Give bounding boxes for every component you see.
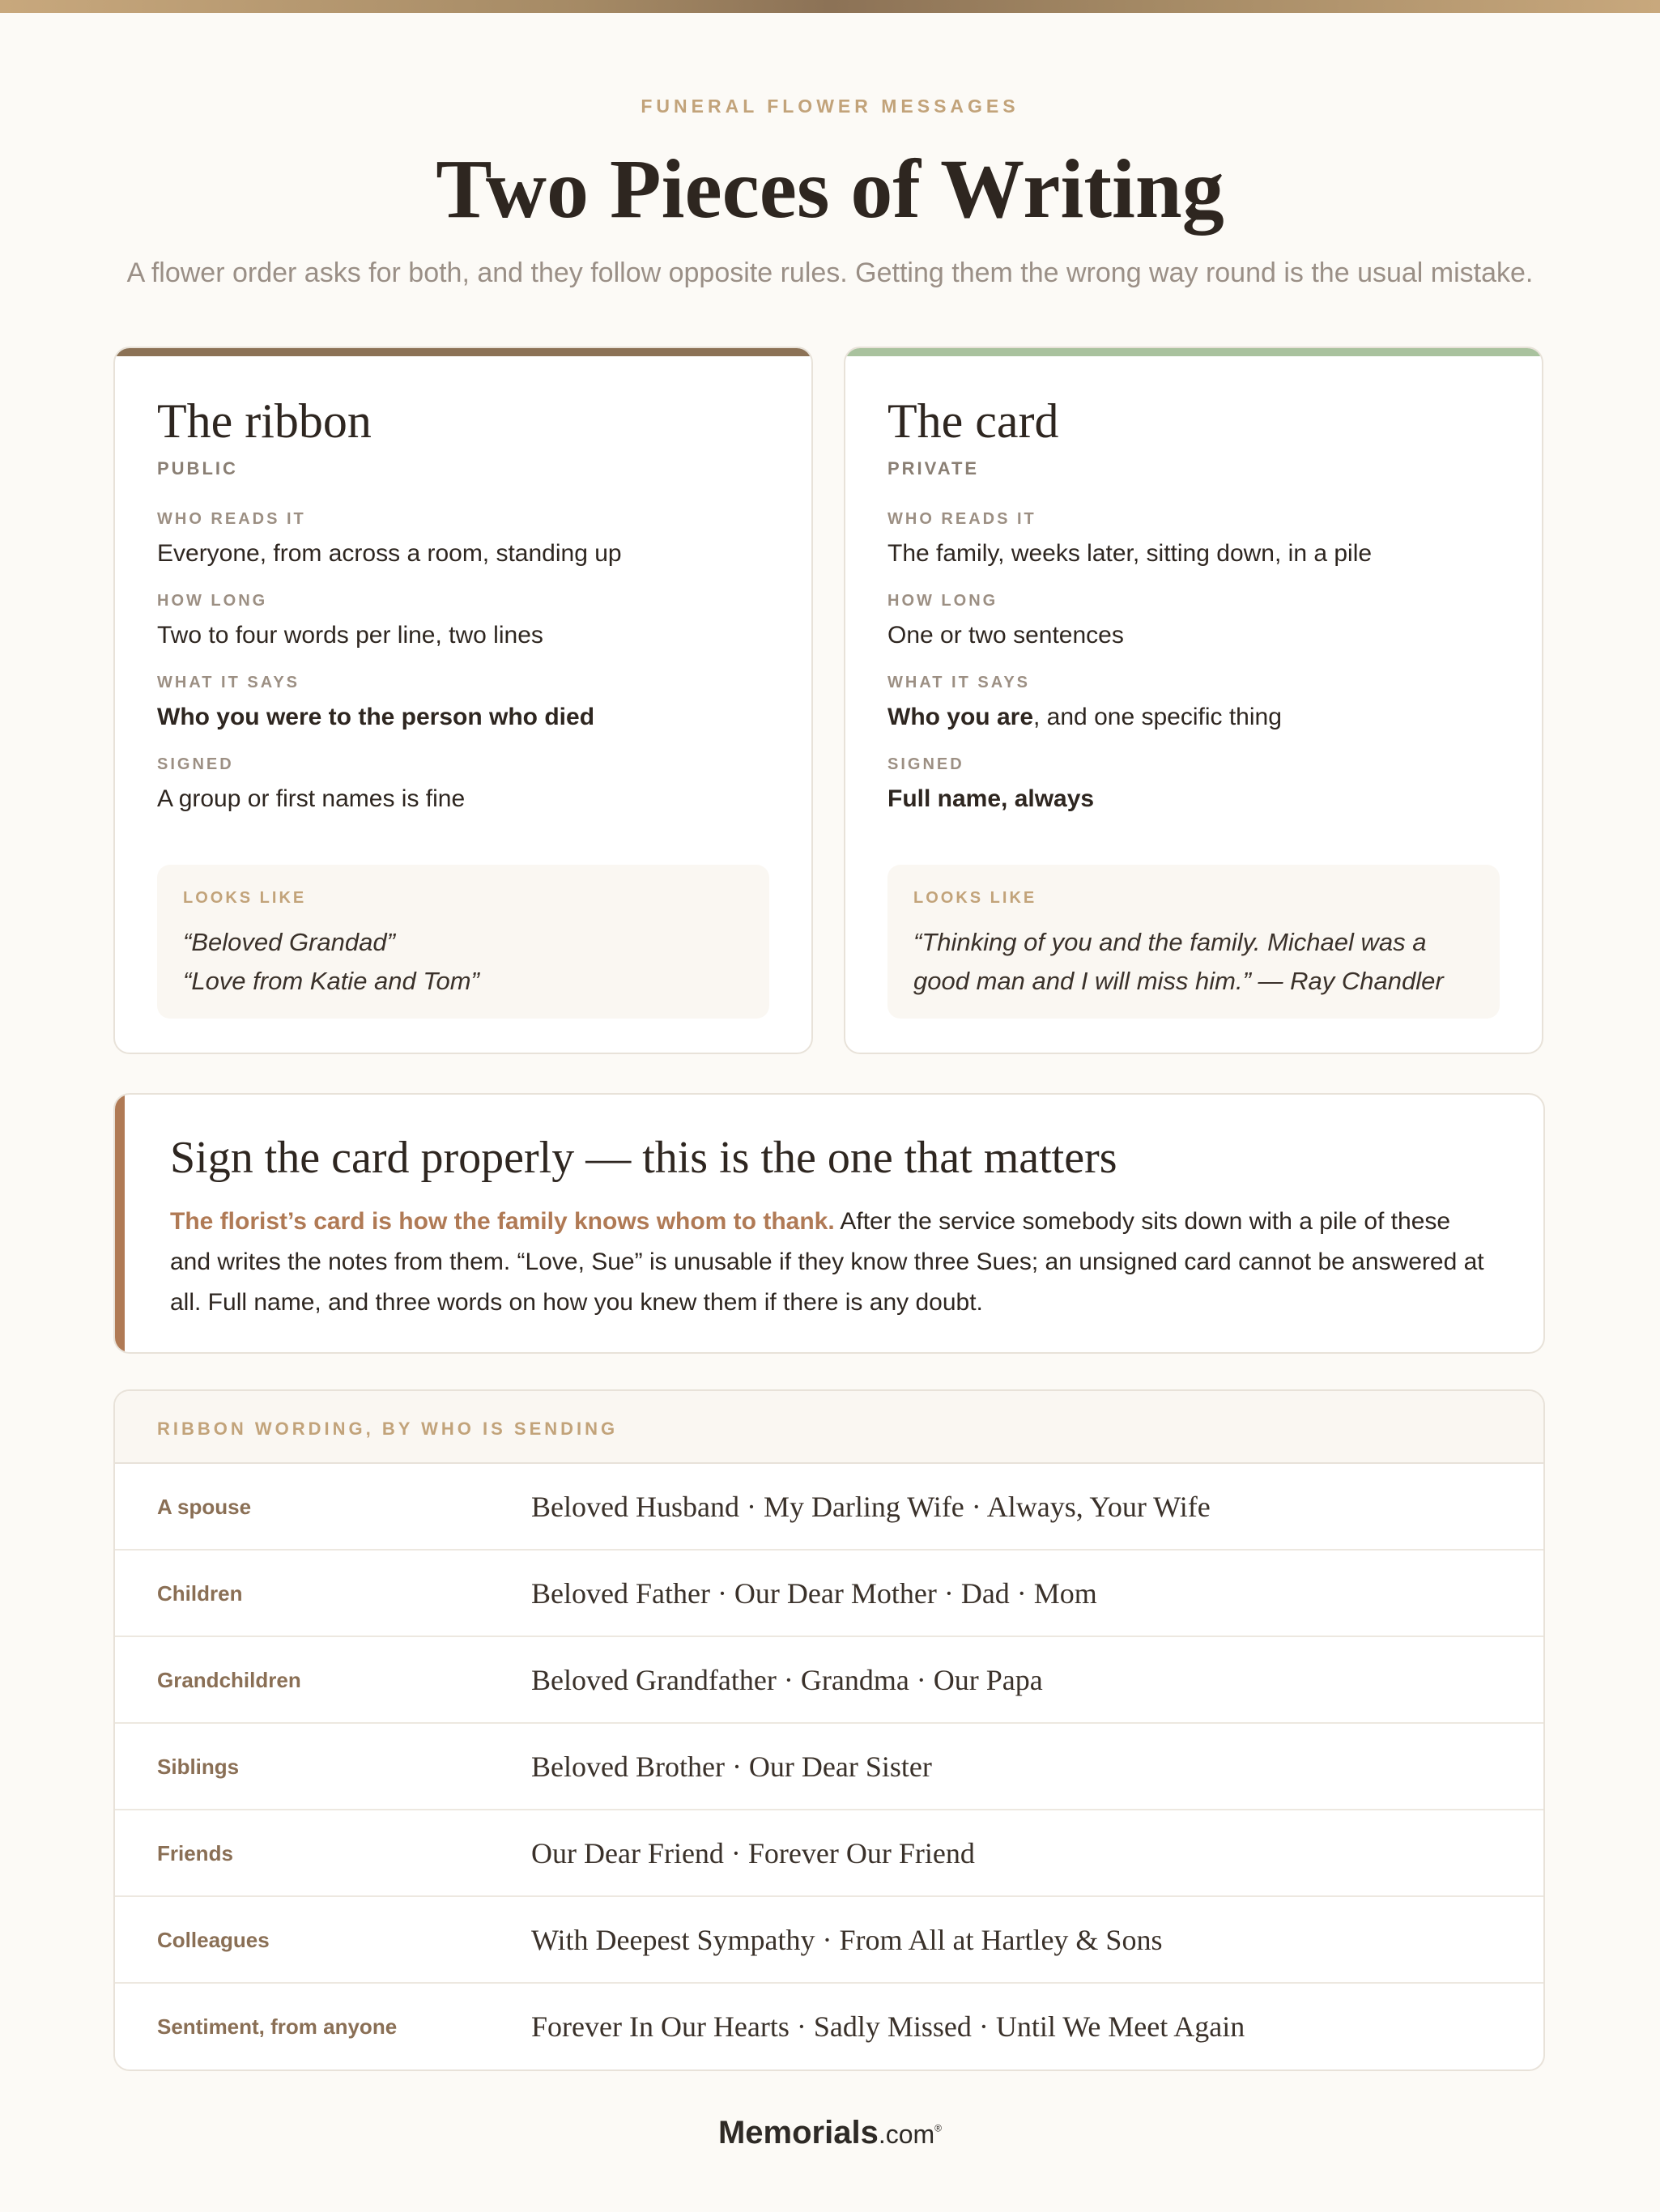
- card-example-label: LOOKS LIKE: [913, 889, 1037, 907]
- ribbon-what-label: WHAT IT SAYS: [157, 674, 300, 691]
- page-title: Two Pieces of Writing: [436, 143, 1224, 236]
- row-sender: A spouse: [157, 1495, 252, 1519]
- ribbon-signed-value: A group or first names is fine: [157, 785, 466, 812]
- card-how-value: One or two sentences: [887, 622, 1124, 649]
- table-row: [115, 1724, 1543, 1810]
- row-sender: Siblings: [157, 1755, 240, 1779]
- table-row: [115, 1810, 1543, 1897]
- row-wording: Forever In Our Hearts · Sadly Missed · Until We Meet Again: [531, 2010, 1245, 2043]
- card-how-label: HOW LONG: [887, 592, 998, 610]
- logo-main: Memorials: [717, 2115, 879, 2150]
- card-tag: PRIVATE: [887, 458, 980, 479]
- page-subtitle: A flower order asks for both, and they follow opposite rules. Getting them the wrong way round is the usual mistake.: [126, 257, 1534, 288]
- row-wording: Beloved Brother · Our Dear Sister: [531, 1750, 932, 1783]
- ribbon-signed-label: SIGNED: [157, 755, 234, 773]
- ribbon-wording-table: [113, 1389, 1545, 2071]
- row-wording: Beloved Husband · My Darling Wife · Always, Your Wife: [531, 1491, 1211, 1523]
- sign-card-callout: [113, 1093, 1545, 1354]
- card-title: The card: [887, 394, 1059, 448]
- memorials-logo[interactable]: [0, 2115, 1660, 2151]
- ribbon-example-label: LOOKS LIKE: [183, 889, 307, 907]
- callout-title: Sign the card properly — this is the one that matters: [170, 1133, 1117, 1183]
- wording-table-heading: RIBBON WORDING, BY WHO IS SENDING: [157, 1419, 619, 1439]
- ribbon-example-line-1: “Beloved Grandad”: [183, 928, 395, 956]
- table-row: [115, 1637, 1543, 1724]
- callout-accent-bar: [115, 1095, 125, 1352]
- card-example-text: “Thinking of you and the family. Michael was a good man and I will miss him.” — Ray Chandler: [913, 928, 1444, 995]
- table-row: [115, 1984, 1543, 2070]
- card-what-value-rest: , and one specific thing: [1033, 704, 1282, 730]
- ribbon-example-box: [157, 865, 769, 1019]
- table-row: [115, 1551, 1543, 1637]
- ribbon-who-label: WHO READS IT: [157, 510, 306, 528]
- row-wording: With Deepest Sympathy · From All at Hartley & Sons: [531, 1924, 1163, 1956]
- table-row: [115, 1897, 1543, 1984]
- card-example-box: [887, 865, 1500, 1019]
- logo-dotcom: .com: [878, 2120, 935, 2149]
- row-sender: Friends: [157, 1841, 233, 1865]
- card-who-label: WHO READS IT: [887, 510, 1036, 528]
- row-sender: Sentiment, from anyone: [157, 2014, 398, 2039]
- card-signed-value: Full name, always: [887, 785, 1095, 812]
- table-row: [115, 1464, 1543, 1551]
- row-sender: Grandchildren: [157, 1668, 301, 1692]
- card-what-value: [887, 704, 1500, 731]
- card-what-label: WHAT IT SAYS: [887, 674, 1031, 691]
- card-signed-label: SIGNED: [887, 755, 964, 773]
- ribbon-card: [113, 347, 813, 1054]
- row-sender: Children: [157, 1581, 243, 1606]
- ribbon-who-value: Everyone, from across a room, standing up: [157, 540, 622, 567]
- row-sender: Colleagues: [157, 1928, 270, 1952]
- callout-body-text: After the service somebody sits down with a pile of these and writes the notes from them. “Love, Sue” is unusable if they know three Sues; an unsigned card cannot be answered at all. Full name, and three words on how you knew them if there is any doubt.: [170, 1208, 1484, 1316]
- page-kicker: FUNERAL FLOWER MESSAGES: [641, 96, 1019, 117]
- ribbon-accent-bar: [115, 348, 811, 356]
- row-wording: Beloved Grandfather · Grandma · Our Papa: [531, 1664, 1043, 1696]
- ribbon-what-value: Who you were to the person who died: [157, 704, 595, 730]
- row-wording: Beloved Father · Our Dear Mother · Dad · Mom: [531, 1577, 1097, 1610]
- ribbon-how-label: HOW LONG: [157, 592, 268, 610]
- wording-table-header: [115, 1391, 1543, 1464]
- card-card: [844, 347, 1543, 1054]
- top-decorative-bar: [0, 0, 1660, 13]
- callout-highlight: The florist’s card is how the family knows whom to thank.: [170, 1208, 835, 1235]
- card-accent-bar: [845, 348, 1542, 356]
- logo-registered-mark: ®: [934, 2122, 943, 2134]
- ribbon-tag: PUBLIC: [157, 458, 238, 479]
- callout-body: [170, 1202, 1495, 1323]
- card-who-value: The family, weeks later, sitting down, in a pile: [887, 540, 1373, 567]
- row-wording: Our Dear Friend · Forever Our Friend: [531, 1837, 975, 1870]
- ribbon-how-value: Two to four words per line, two lines: [157, 622, 543, 649]
- card-what-value-bold: Who you are: [887, 704, 1034, 730]
- ribbon-example-line-2: “Love from Katie and Tom”: [183, 967, 479, 995]
- ribbon-title: The ribbon: [157, 394, 372, 448]
